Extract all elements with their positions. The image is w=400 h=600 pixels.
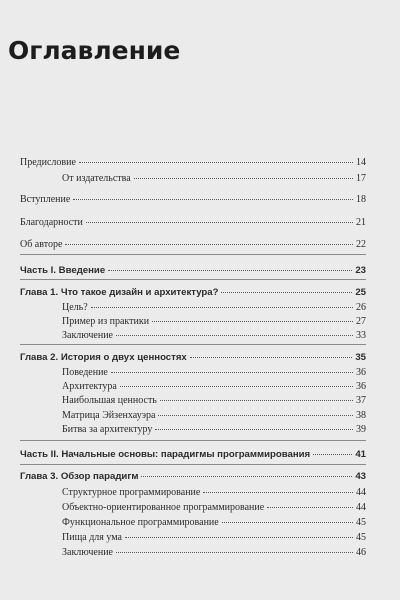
dot-leader [79,153,353,163]
toc-entry-title: Цель? [62,302,88,313]
toc-entry-page: 36 [356,367,366,378]
toc-entry-structured-programming[interactable] [62,485,366,497]
dot-leader [120,377,353,387]
toc-entry-page: 39 [356,424,366,435]
toc-entry-food-for-thought[interactable] [62,530,366,542]
dot-leader [221,283,352,293]
toc-entry-fight-for-architecture[interactable] [62,422,366,434]
toc-entry-page: 36 [356,381,366,392]
toc-entry-title: Функциональное программирование [62,517,219,528]
toc-entry-page: 45 [356,532,366,543]
dot-leader [91,298,353,308]
toc-entry-behavior[interactable] [62,365,366,377]
toc-entry-preface[interactable] [20,155,366,167]
dot-leader [158,406,353,416]
dot-leader [190,348,353,358]
toc-entry-oop[interactable] [62,500,366,512]
dot-leader [313,445,352,455]
toc-entry-title: Часть I. Введение [20,265,106,276]
dot-leader [222,513,353,523]
toc-entry-page: 25 [355,287,366,298]
dot-leader [65,235,353,245]
dot-leader [160,391,353,401]
toc-entry-page: 35 [355,352,366,363]
dot-leader [267,498,353,508]
toc-entry-page: 22 [356,239,366,250]
toc-entry-page: 17 [356,173,366,184]
toc-entry-title: Часть II. Начальные основы: парадигмы программирования [20,449,311,460]
toc-entry-title: Пища для ума [62,532,122,543]
toc-entry-goal[interactable] [62,300,366,312]
toc-entry-title: Вступление [20,194,71,205]
dot-leader [116,543,353,553]
toc-entry-page: 44 [356,487,366,498]
section-divider [20,464,366,465]
dot-leader [86,213,353,223]
toc-entry-page: 44 [356,502,366,513]
toc-entry-architecture[interactable] [62,379,366,391]
toc-entry-acknowledgements[interactable] [20,215,366,227]
dot-leader [125,528,353,538]
toc-entry-about-author[interactable] [20,237,366,249]
toc-entry-title: Благодарности [20,217,83,228]
toc-entry-page: 33 [356,330,366,341]
dot-leader [73,190,353,200]
toc-entry-title: От издательства [62,173,131,184]
section-divider [20,344,366,345]
toc-entry-title: Поведение [62,367,108,378]
toc-entry-page: 38 [356,410,366,421]
toc-entry-part-2[interactable] [20,447,366,459]
toc-entry-page: 18 [356,194,366,205]
toc-entry-page: 41 [355,449,366,460]
toc-entry-title: Объектно-ориентированное программирование [62,502,265,513]
toc-entry-introduction[interactable] [20,192,366,204]
toc-entry-page: 46 [356,547,366,558]
toc-entry-eisenhower-matrix[interactable] [62,408,366,420]
toc-entry-title: Пример из практики [62,316,150,327]
toc-entry-page: 14 [356,157,366,168]
toc-entry-functional-programming[interactable] [62,515,366,527]
toc-entry-case-study[interactable] [62,314,366,326]
toc-entry-conclusion-3[interactable] [62,545,366,557]
toc-entry-page: 43 [355,471,366,482]
toc-entry-title: Матрица Эйзенхауэра [62,410,156,421]
toc-entry-title: Заключение [62,547,113,558]
page-title: Оглавление [8,36,181,65]
toc-entry-page: 45 [356,517,366,528]
toc-entry-page: 37 [356,395,366,406]
toc-entry-page: 26 [356,302,366,313]
toc-entry-part-1[interactable] [20,263,366,275]
toc-entry-title: Об авторе [20,239,63,250]
dot-leader [203,483,353,493]
toc-entry-title: Глава 2. История о двух ценностях [20,352,187,363]
toc-entry-conclusion-1[interactable] [62,328,366,340]
toc-entry-title: Глава 1. Что такое дизайн и архитектура? [20,287,219,298]
toc-entry-chapter-1[interactable] [20,285,366,297]
toc-entry-title: Архитектура [62,381,117,392]
dot-leader [152,312,353,322]
toc-entry-greatest-value[interactable] [62,393,366,405]
dot-leader [111,363,353,373]
toc-entry-title: Заключение [62,330,113,341]
dot-leader [116,326,353,336]
toc-entry-title: Глава 3. Обзор парадигм [20,471,139,482]
dot-leader [141,467,352,477]
toc-entry-page: 27 [356,316,366,327]
toc-entry-chapter-3[interactable] [20,469,366,481]
toc-entry-title: Наибольшая ценность [62,395,157,406]
toc-entry-page: 23 [355,265,366,276]
dot-leader [155,420,353,430]
toc-entry-chapter-2[interactable] [20,350,366,362]
dot-leader [108,261,352,271]
toc-entry-title: Битва за архитектуру [62,424,153,435]
toc-entry-title: Предисловие [20,157,76,168]
section-divider [20,440,366,441]
toc-entry-from-publisher[interactable] [62,171,366,183]
toc-entry-page: 21 [356,217,366,228]
section-divider [20,254,366,255]
dot-leader [134,169,353,179]
section-divider [20,279,366,280]
toc-entry-title: Структурное программирование [62,487,201,498]
